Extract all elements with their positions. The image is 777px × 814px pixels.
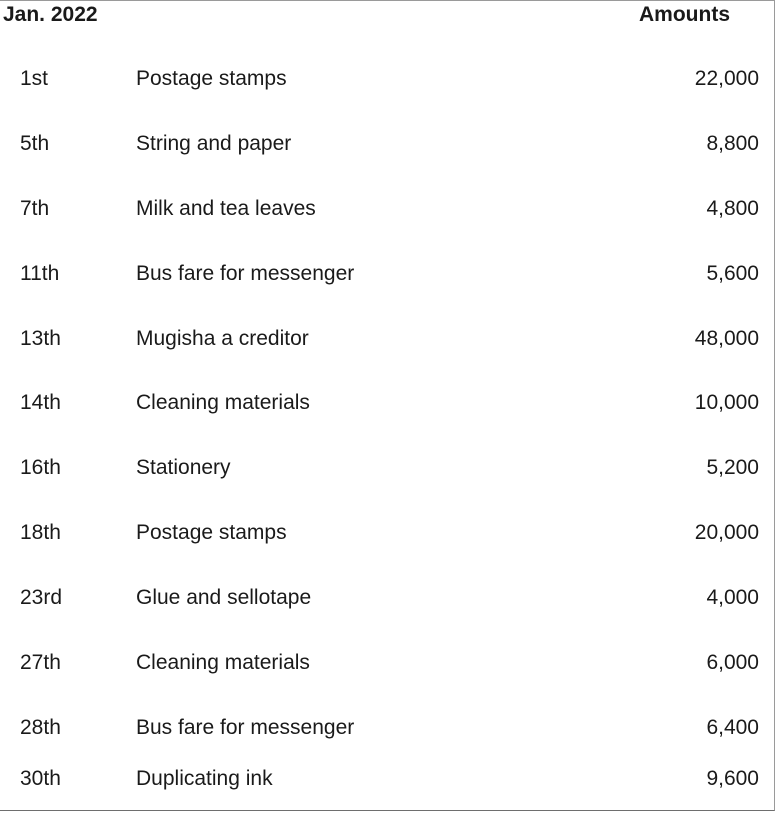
row-date: 7th <box>20 197 50 220</box>
row-amount: 5,600 <box>706 262 759 285</box>
row-description: Cleaning materials <box>136 651 310 674</box>
row-description: Glue and sellotape <box>136 586 312 609</box>
row-description: Bus fare for messenger <box>136 262 355 285</box>
row-date: 18th <box>20 521 61 544</box>
row-date: 5th <box>20 132 50 155</box>
row-description: Postage stamps <box>136 521 287 544</box>
table-row <box>0 648 775 678</box>
row-description: Cleaning materials <box>136 391 310 414</box>
table-row <box>0 259 775 289</box>
row-description: Postage stamps <box>136 67 287 90</box>
period-heading: Jan. 2022 <box>3 3 98 26</box>
row-description: Bus fare for messenger <box>136 716 355 739</box>
row-description: Duplicating ink <box>136 767 273 790</box>
row-date: 16th <box>20 456 61 479</box>
row-amount: 4,800 <box>706 197 759 220</box>
table-row <box>0 764 775 794</box>
row-amount: 6,400 <box>706 716 759 739</box>
table-row <box>0 64 775 94</box>
row-description: String and paper <box>136 132 292 155</box>
row-amount: 5,200 <box>706 456 759 479</box>
row-date: 27th <box>20 651 61 674</box>
row-date: 23rd <box>20 586 63 609</box>
row-amount: 10,000 <box>694 391 759 414</box>
row-amount: 48,000 <box>694 327 759 350</box>
row-description: Stationery <box>136 456 231 479</box>
row-amount: 4,000 <box>706 586 759 609</box>
row-date: 28th <box>20 716 61 739</box>
row-description: Milk and tea leaves <box>136 197 316 220</box>
row-amount: 20,000 <box>694 521 759 544</box>
row-amount: 22,000 <box>694 67 759 90</box>
table-row <box>0 453 775 483</box>
row-date: 14th <box>20 391 61 414</box>
table-row <box>0 324 775 354</box>
table-row <box>0 388 775 418</box>
row-amount: 9,600 <box>706 767 759 790</box>
table-row <box>0 713 775 743</box>
row-amount: 8,800 <box>706 132 759 155</box>
table-row <box>0 194 775 224</box>
amounts-heading: Amounts <box>639 3 730 26</box>
row-amount: 6,000 <box>706 651 759 674</box>
table-row <box>0 518 775 548</box>
table-row <box>0 583 775 613</box>
row-date: 13th <box>20 327 61 350</box>
table-row <box>0 129 775 159</box>
row-date: 1st <box>20 67 49 90</box>
row-date: 11th <box>20 262 60 285</box>
row-date: 30th <box>20 767 61 790</box>
row-description: Mugisha a creditor <box>136 327 309 350</box>
